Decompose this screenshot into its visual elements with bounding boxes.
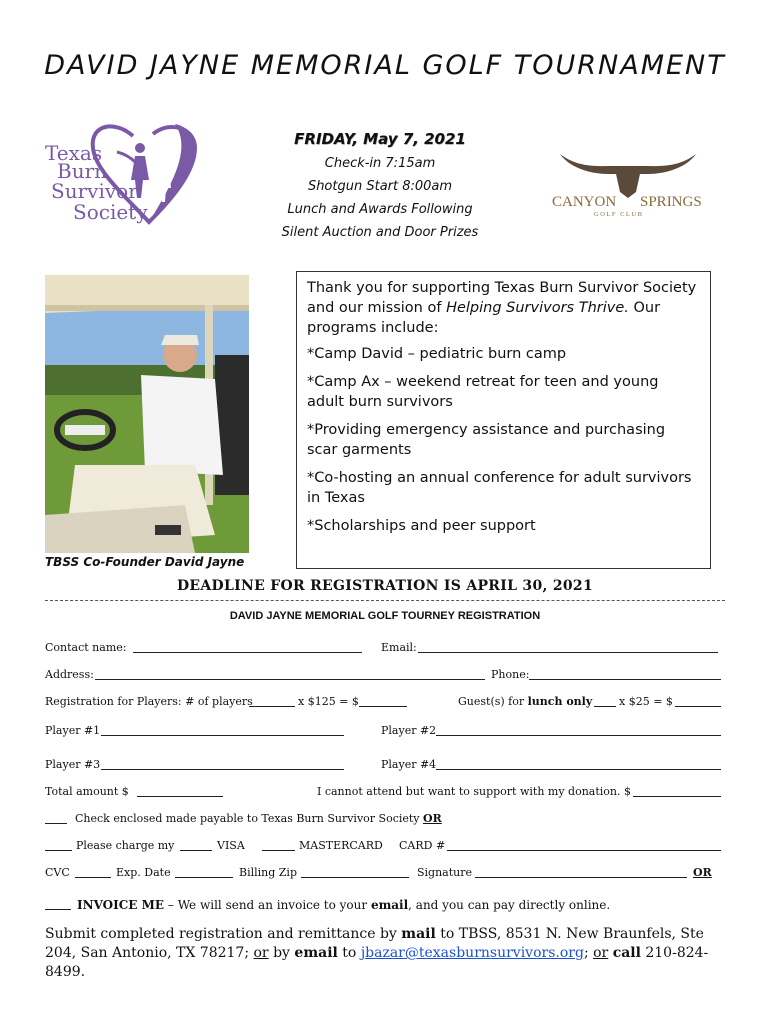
submit-text: 210-824-8499. xyxy=(45,945,709,980)
programs-intro-text: Thank you for supporting Texas Burn Survivor Society and our mission of xyxy=(307,280,697,316)
visa-label: VISA xyxy=(217,839,245,852)
mission-text: Helping Survivors Thrive. xyxy=(446,300,629,316)
total-label: Total amount $ xyxy=(45,785,129,798)
mastercard-option-field[interactable] xyxy=(262,839,295,851)
contact-name-field[interactable] xyxy=(133,641,362,653)
phone-label: Phone: xyxy=(491,668,530,681)
program-item: *Scholarships and peer support xyxy=(307,518,536,534)
card-number-field[interactable] xyxy=(447,839,721,851)
total-field[interactable] xyxy=(137,785,223,797)
check-option-field[interactable] xyxy=(45,812,67,824)
cvc-label: CVC xyxy=(45,866,70,879)
program-item: *Camp David – pediatric burn camp xyxy=(307,346,567,362)
submit-text: Submit completed registration and remittance by xyxy=(45,926,402,942)
canyon-logo-right: SPRINGS xyxy=(640,194,702,210)
page-title: DAVID JAYNE MEMORIAL GOLF TOURNAMENT xyxy=(44,50,726,81)
player4-field[interactable] xyxy=(436,758,721,770)
invoice-option-field[interactable] xyxy=(45,898,71,910)
player-price-label: x $125 = $ xyxy=(298,695,359,708)
contact-label: Contact name: xyxy=(45,641,127,654)
canyon-logo-sub: GOLF CLUB xyxy=(594,211,644,218)
or-label: OR xyxy=(693,866,712,879)
submit-text: ; xyxy=(583,945,594,961)
address-label: Address: xyxy=(45,668,94,681)
guests-label-text: Guest(s) for xyxy=(458,695,528,708)
email-link[interactable]: jbazar@texasburnsurvivors.org xyxy=(360,945,584,961)
player2-field[interactable] xyxy=(436,724,721,736)
guest-total-field[interactable] xyxy=(675,695,721,707)
exp-date-label: Exp. Date xyxy=(116,866,171,879)
billing-zip-field[interactable] xyxy=(301,866,409,878)
program-item: *Camp Ax – weekend retreat for teen and young adult burn survivors xyxy=(307,374,659,410)
email-label: Email: xyxy=(381,641,417,654)
event-lunch: Lunch and Awards Following xyxy=(287,202,473,217)
programs-intro-tail: Our programs include: xyxy=(307,300,661,336)
player1-field[interactable] xyxy=(101,724,344,736)
event-date: FRIDAY, May 7, 2021 xyxy=(294,130,466,148)
tbss-logo-line4: Society xyxy=(73,200,148,224)
billing-zip-label: Billing Zip xyxy=(239,866,297,879)
visa-option-field[interactable] xyxy=(180,839,212,851)
mastercard-label: MASTERCARD xyxy=(299,839,383,852)
donation-field[interactable] xyxy=(633,785,721,797)
submit-text: to TBSS, 8531 N. New Braunfels, Ste 204, San Antonio, TX 78217; xyxy=(45,926,704,961)
submit-text: by xyxy=(268,945,295,961)
tbss-logo-line2: Burn xyxy=(57,159,108,183)
address-field[interactable] xyxy=(95,668,485,680)
tbss-logo-line1: Texas xyxy=(45,141,103,165)
program-item: *Co-hosting an annual conference for adult survivors in Texas xyxy=(307,470,692,506)
cut-line xyxy=(45,600,725,601)
player-total-field[interactable] xyxy=(359,695,407,707)
submit-instructions xyxy=(45,925,735,982)
guests-label xyxy=(458,695,592,708)
registration-label: Registration for Players: # of players xyxy=(45,695,253,708)
charge-label: Please charge my xyxy=(76,839,175,852)
event-auction: Silent Auction and Door Prizes xyxy=(281,225,479,240)
event-shotgun: Shotgun Start 8:00am xyxy=(307,179,453,194)
check-label: Check enclosed made payable to Texas Burn Survivor Society xyxy=(75,812,420,825)
guest-price-label: x $25 = $ xyxy=(619,695,673,708)
submit-or: or xyxy=(593,945,609,961)
signature-label: Signature xyxy=(417,866,473,879)
or-label: OR xyxy=(423,812,442,825)
invoice-text-a: – We will send an invoice to your xyxy=(164,898,371,912)
phone-field[interactable] xyxy=(529,668,721,680)
submit-text: to xyxy=(337,945,361,961)
player3-field[interactable] xyxy=(101,758,344,770)
event-checkin: Check-in 7:15am xyxy=(324,156,436,171)
submit-call-word: call xyxy=(612,945,641,961)
form-title: DAVID JAYNE MEMORIAL GOLF TOURNEY REGISTRATION xyxy=(229,610,541,622)
tbss-logo-line3: Survivor xyxy=(51,179,138,203)
num-players-field[interactable] xyxy=(249,695,295,707)
submit-email-word: email xyxy=(294,945,338,961)
tbss-logo xyxy=(45,118,205,230)
invoice-me-label: INVOICE ME xyxy=(77,898,165,912)
donation-label: I cannot attend but want to support with my donation. $ xyxy=(317,785,631,798)
invoice-email-word: email xyxy=(370,898,409,912)
signature-field[interactable] xyxy=(475,866,687,878)
cvc-field[interactable] xyxy=(75,866,111,878)
programs-box xyxy=(296,271,711,569)
num-guests-field[interactable] xyxy=(594,695,616,707)
registration-deadline: DEADLINE FOR REGISTRATION IS APRIL 30, 2021 xyxy=(176,578,593,594)
invoice-text xyxy=(77,898,610,912)
player1-label: Player #1 xyxy=(45,724,101,737)
canyon-logo-left: CANYON xyxy=(552,194,617,210)
submit-mail-word: mail xyxy=(401,926,436,942)
lunch-only-text: lunch only xyxy=(527,695,593,708)
player2-label: Player #2 xyxy=(381,724,437,737)
invoice-text-b: , and you can pay directly online. xyxy=(408,898,611,912)
photo-caption: TBSS Co-Founder David Jayne xyxy=(45,555,245,569)
program-item: *Providing emergency assistance and purchasing scar garments xyxy=(307,422,666,458)
card-number-label: CARD # xyxy=(399,839,446,852)
photo-david-jayne xyxy=(45,275,249,553)
charge-option-field[interactable] xyxy=(45,839,72,851)
submit-or: or xyxy=(253,945,269,961)
player4-label: Player #4 xyxy=(381,758,437,771)
exp-date-field[interactable] xyxy=(175,866,233,878)
player3-label: Player #3 xyxy=(45,758,101,771)
programs-intro xyxy=(307,278,700,338)
canyon-springs-logo xyxy=(548,146,708,218)
email-field[interactable] xyxy=(418,641,718,653)
